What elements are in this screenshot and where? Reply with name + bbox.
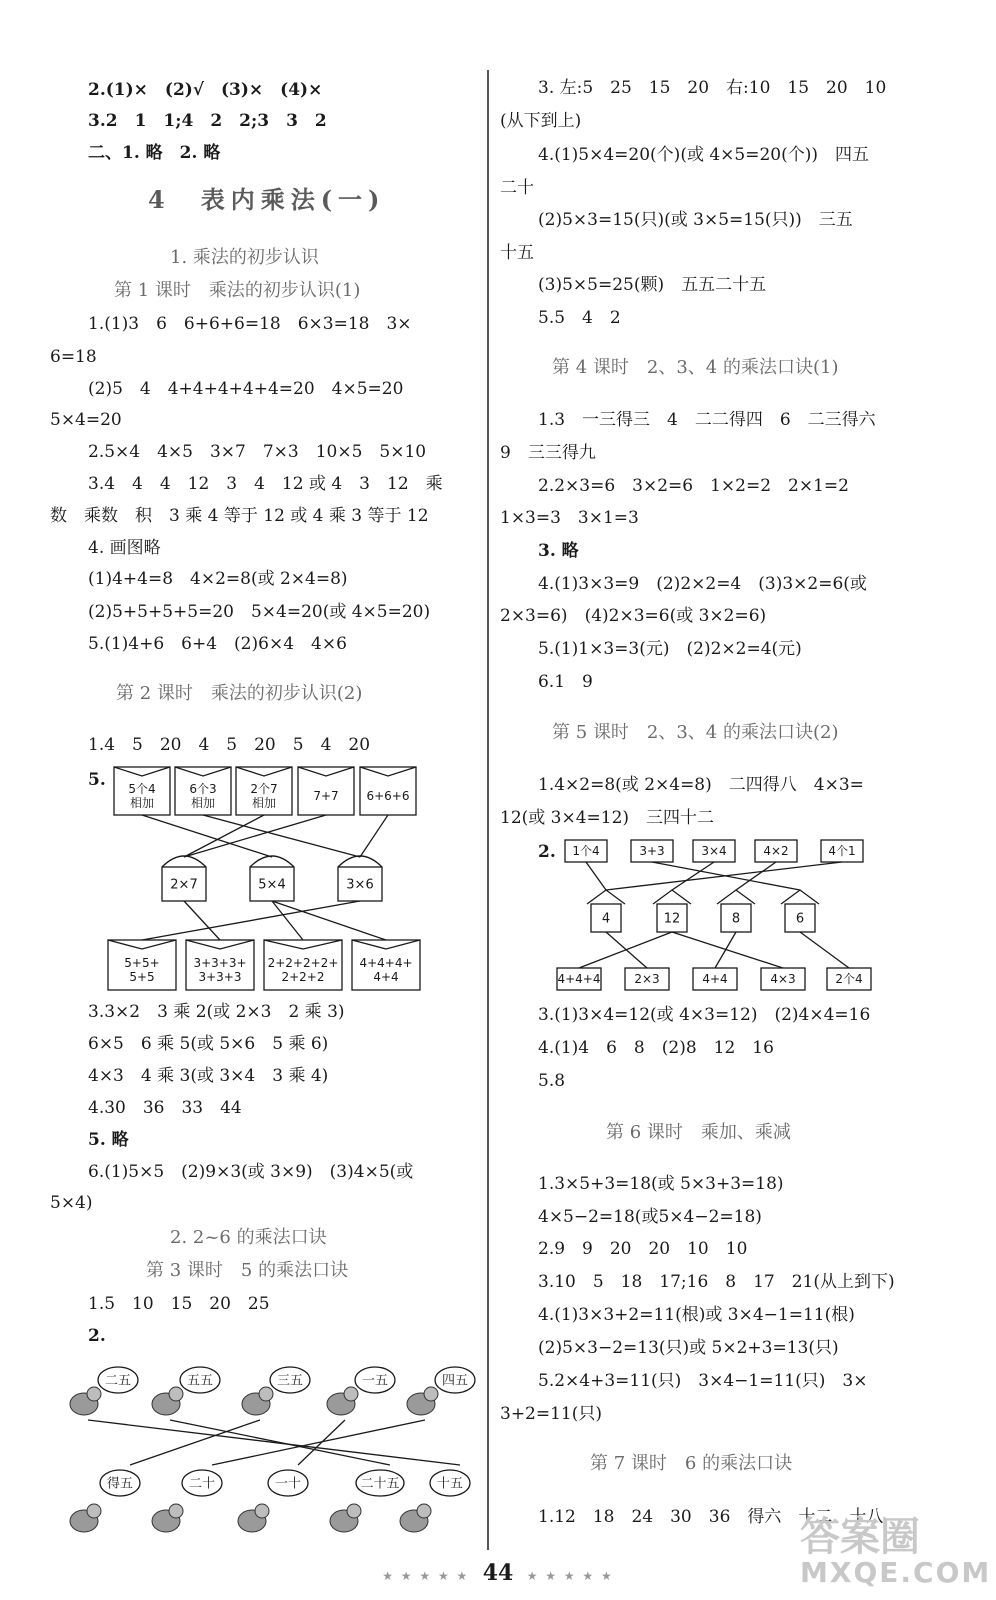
matching-diagram-mailboxes: [100, 765, 430, 995]
envelope-label: 6+6+6: [366, 789, 410, 804]
answer-line: 6×5 6 乘 5(或 5×6 5 乘 6): [88, 1034, 329, 1054]
card-label: 4个1: [828, 844, 856, 859]
answer-line: 1×3=3 3×1=3: [500, 508, 639, 528]
answer-line: 5.(1)1×3=3(元) (2)2×2=4(元): [538, 639, 802, 659]
envelope-label: 2+2+2+2+: [267, 956, 339, 971]
envelope-flap: [360, 767, 416, 776]
answer-line: (3)5×5=25(颗) 五五二十五: [538, 275, 767, 295]
lesson-title: 第 2 课时 乘法的初步认识(2): [116, 683, 363, 704]
page-number: 44: [482, 1560, 514, 1586]
answer-line: (1)4+4=8 4×2=8(或 2×4=8): [88, 569, 348, 589]
lesson-title: 第 4 课时 2、3、4 的乘法口诀(1): [552, 357, 839, 378]
section-title: 2. 2~6 的乘法口诀: [170, 1227, 327, 1248]
house-roof: [587, 890, 625, 904]
answer-line: 5. 略: [88, 1130, 129, 1150]
answer-line: 2.: [538, 842, 556, 862]
answer-line: 5.(1)4+6 6+4 (2)6×4 4×6: [88, 634, 347, 654]
animal-head-icon: [347, 1504, 361, 1518]
bubble-label: 五五: [186, 1373, 214, 1389]
section-title: 1. 乘法的初步认识: [170, 247, 319, 268]
match-line: [586, 862, 606, 890]
answer-line: (从下到上): [500, 111, 582, 131]
answer-line: 6.1 9: [538, 672, 593, 692]
match-line: [715, 932, 736, 968]
envelope-label: 4+4+4+: [359, 956, 413, 971]
answer-line: 5.2×4+3=11(只) 3×4−1=11(只) 3×: [538, 1371, 868, 1391]
bubble-label: 二五: [104, 1373, 132, 1389]
envelope-label: 相加: [251, 796, 277, 811]
answer-line: 2.(1)× (2)√ (3)× (4)×: [88, 80, 323, 100]
answer-line: 数 乘数 积 3 乘 4 等于 12 或 4 乘 3 等于 12: [50, 506, 429, 526]
answer-line: 5.: [88, 770, 106, 790]
star-decoration-icon: ★ ★ ★ ★ ★: [526, 1569, 614, 1583]
envelope-label: 5个4: [128, 782, 156, 797]
house-roof: [717, 890, 755, 904]
bubble-label: 二十五: [360, 1476, 400, 1492]
answer-line: (2)5+5+5+5=20 5×4=20(或 4×5=20): [88, 602, 431, 622]
answer-line: 二、1. 略 2. 略: [88, 143, 221, 163]
answer-line: (2)5 4 4+4+4+4+4=20 4×5=20: [88, 379, 404, 399]
match-line: [130, 1420, 260, 1465]
answer-line: 4.(1)3×3+2=11(根)或 3×4−1=11(根): [538, 1305, 855, 1325]
match-line: [170, 1420, 390, 1465]
house-roof: [781, 890, 819, 904]
animal-head-icon: [169, 1504, 183, 1518]
answer-line: 5×4): [50, 1193, 93, 1213]
star-decoration-icon: ★ ★ ★ ★ ★: [382, 1569, 470, 1583]
answer-line: 12(或 3×4=12) 三四十二: [500, 808, 715, 828]
animal-head-icon: [259, 1387, 273, 1401]
bubble-label: 一五: [361, 1373, 389, 1389]
animal-head-icon: [255, 1504, 269, 1518]
answer-line: 4×5−2=18(或5×4−2=18): [538, 1207, 762, 1227]
answer-line: 4. 画图略: [88, 538, 161, 558]
answer-line: 6=18: [50, 347, 97, 367]
matching-diagram-animals: [40, 1358, 480, 1558]
envelope-label: 2个7: [250, 782, 278, 797]
envelope-flap: [186, 940, 254, 949]
lesson-title: 第 7 课时 6 的乘法口诀: [590, 1453, 793, 1474]
animal-head-icon: [424, 1387, 438, 1401]
lesson-title: 第 5 课时 2、3、4 的乘法口诀(2): [552, 722, 839, 743]
envelope-flap: [108, 940, 176, 949]
watermark: [800, 1505, 991, 1589]
card-label: 2×3: [634, 972, 660, 987]
animal-head-icon: [344, 1387, 358, 1401]
envelope-label: 3+3+3+: [193, 956, 247, 971]
answer-line: 3. 左:5 25 15 20 右:10 15 20 10: [538, 78, 887, 98]
column-divider: [487, 70, 489, 1550]
envelope-label: 7+7: [313, 789, 339, 804]
lesson-title: 第 6 课时 乘加、乘减: [606, 1122, 791, 1143]
answer-line: 4.30 36 33 44: [88, 1098, 242, 1118]
answer-line: 3.10 5 18 17;16 8 17 21(从上到下): [538, 1272, 895, 1292]
bubble-label: 得五: [106, 1476, 134, 1492]
answer-line: 2.2×3=6 3×2=6 1×2=2 2×1=2: [538, 476, 849, 496]
envelope-label: 4+4: [373, 970, 399, 985]
answer-line: 2.5×4 4×5 3×7 7×3 10×5 5×10: [88, 442, 427, 462]
match-line: [606, 862, 842, 890]
match-line: [736, 862, 776, 890]
card-label: 3×4: [701, 844, 727, 859]
answer-line: 4.(1)4 6 8 (2)8 12 16: [538, 1038, 774, 1058]
answer-line: 1.4 5 20 4 5 20 5 4 20: [88, 735, 371, 755]
answer-line: 1.(1)3 6 6+6+6=18 6×3=18 3×: [88, 314, 412, 334]
match-line: [672, 862, 714, 890]
answer-line: 3.4 4 4 12 3 4 12 或 4 3 12 乘: [88, 474, 443, 494]
chapter-title: 4 表内乘法(一): [148, 185, 386, 214]
card-label: 2个4: [835, 972, 863, 987]
card-label: 4+4: [702, 972, 728, 987]
card-label: 3+3: [639, 844, 665, 859]
envelope-flap: [114, 767, 170, 776]
answer-line: 5×4=20: [50, 410, 122, 430]
mailbox-label: 2×7: [170, 877, 198, 893]
matching-diagram-houses: [545, 835, 925, 1000]
mailbox-dome: [338, 856, 382, 867]
answer-line: 3.(1)3×4=12(或 4×3=12) (2)4×4=16: [538, 1005, 871, 1025]
bubble-label: 三五: [276, 1373, 304, 1389]
answer-line: 4×3 4 乘 3(或 3×4 3 乘 4): [88, 1066, 329, 1086]
mailbox-dome: [250, 856, 294, 867]
card-label: 4+4+4: [557, 972, 601, 987]
match-line: [203, 815, 360, 857]
answer-line: 3+2=11(只): [500, 1404, 603, 1424]
envelope-label: 5+5: [129, 970, 155, 985]
animal-head-icon: [87, 1504, 101, 1518]
answer-line: 1.5 10 15 20 25: [88, 1294, 270, 1314]
envelope-flap: [352, 940, 420, 949]
answer-line: 2.9 9 20 20 10 10: [538, 1239, 748, 1259]
answer-line: 十五: [500, 243, 534, 263]
answer-line: 2×3=6) (4)2×3=6(或 3×2=6): [500, 606, 767, 626]
answer-line: 5.8: [538, 1071, 566, 1091]
envelope-flap: [236, 767, 292, 776]
match-line: [579, 932, 672, 968]
mailbox-label: 5×4: [258, 877, 286, 893]
answer-line: 1.12 18 24 30 36 得六 十二 十八: [538, 1507, 884, 1527]
bubble-label: 二十: [188, 1476, 216, 1492]
match-line: [184, 901, 220, 940]
envelope-flap: [298, 767, 354, 776]
answer-line: 3.2 1 1;4 2 2;3 3 2: [88, 111, 327, 131]
match-line: [360, 815, 388, 857]
match-line: [606, 932, 647, 968]
match-line: [672, 932, 783, 968]
answer-line: (2)5×3=15(只)(或 3×5=15(只)) 三五: [538, 210, 853, 230]
house-label: 4: [601, 911, 611, 927]
envelope-label: 相加: [129, 796, 155, 811]
answer-line: 4.(1)5×4=20(个)(或 4×5=20(个)) 四五: [538, 145, 870, 165]
animal-head-icon: [169, 1387, 183, 1401]
answer-line: 3.3×2 3 乘 2(或 2×3 2 乘 3): [88, 1002, 345, 1022]
match-line: [88, 1420, 460, 1465]
envelope-label: 2+2+2: [281, 970, 325, 985]
answer-line: (2)5×3−2=13(只)或 5×2+3=13(只): [538, 1338, 839, 1358]
answer-line: 1.3×5+3=18(或 5×3+3=18): [538, 1174, 784, 1194]
answer-line: 2.: [88, 1326, 106, 1346]
answer-line: 1.4×2=8(或 2×4=8) 二四得八 4×3=: [538, 775, 864, 795]
match-line: [800, 932, 849, 968]
lesson-title: 第 1 课时 乘法的初步认识(1): [114, 280, 361, 301]
answer-line: 3. 略: [538, 541, 579, 561]
answer-line: 4.(1)3×3=9 (2)2×2=4 (3)3×2=6(或: [538, 574, 867, 594]
envelope-label: 3+3+3: [198, 970, 242, 985]
card-label: 4×3: [770, 972, 796, 987]
answer-line: 9 三三得九: [500, 443, 596, 463]
animal-head-icon: [417, 1504, 431, 1518]
envelope-label: 5+5+: [124, 956, 160, 971]
answer-line: 5.5 4 2: [538, 308, 621, 328]
watermark-title: 答案圈: [800, 1514, 920, 1560]
house-label: 8: [731, 911, 741, 927]
answer-line: 二十: [500, 178, 534, 198]
animal-head-icon: [87, 1387, 101, 1401]
bubble-label: 四五: [441, 1373, 469, 1389]
envelope-flap: [175, 767, 231, 776]
envelope-label: 6个3: [189, 782, 217, 797]
card-label: 1个4: [572, 844, 600, 859]
watermark-url: MXQE.COM: [800, 1556, 992, 1589]
envelope-label: 相加: [190, 796, 216, 811]
mailbox-dome: [162, 856, 206, 867]
match-line: [212, 1420, 425, 1465]
answer-line: 1.3 一三得三 4 二二得四 6 二三得六: [538, 410, 876, 430]
answer-line: 6.(1)5×5 (2)9×3(或 3×9) (3)4×5(或: [88, 1162, 414, 1182]
house-roof: [653, 890, 691, 904]
mailbox-label: 3×6: [346, 877, 374, 893]
bubble-label: 一十: [274, 1476, 302, 1492]
envelope-flap: [264, 940, 342, 949]
card-label: 4×2: [763, 844, 789, 859]
house-label: 12: [663, 911, 681, 927]
lesson-title: 第 3 课时 5 的乘法口诀: [146, 1260, 349, 1281]
bubble-label: 十五: [436, 1476, 464, 1492]
house-label: 6: [795, 911, 805, 927]
